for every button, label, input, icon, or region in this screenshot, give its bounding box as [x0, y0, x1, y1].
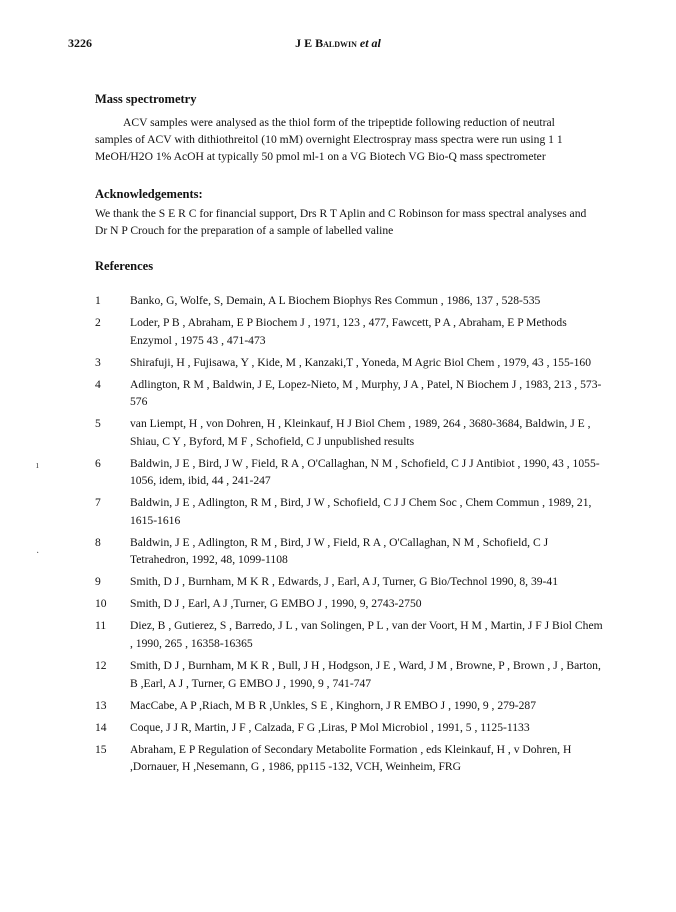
reference-item — [95, 292, 605, 310]
reference-text: Adlington, R M , Baldwin, J E, Lopez-Nieto, M , Murphy, J A , Patel, N Biochem J , 1983, 213 , 573-576 — [130, 377, 602, 409]
reference-text: Banko, G, Wolfe, S, Demain, A L Biochem Biophys Res Commun , 1986, 137 , 528-535 — [130, 294, 541, 307]
running-head — [0, 36, 676, 51]
reference-number: 4 — [95, 377, 101, 391]
reference-number: 9 — [95, 575, 101, 589]
reference-text: MacCabe, A P ,Riach, M B R ,Unkles, S E , Kinghorn, J R EMBO J , 1990, 9 , 279-287 — [130, 698, 536, 712]
reference-item — [95, 534, 605, 569]
reference-item — [95, 741, 605, 776]
reference-text: Baldwin, J E , Bird, J W , Field, R A , O'Callaghan, N M , Schofield, C J J Antibiot , 1990, 43 , 1055-1056, idem, ibid, 44 , 241-247 — [130, 456, 600, 488]
reference-number: 7 — [95, 496, 101, 510]
ack-body: We thank the S E R C for financial support, Drs R T Aplin and C Robinson for mass spectral analyses and Dr N P Crouch for the preparation of a sample of labelled valine — [95, 207, 587, 237]
margin-mark: ı — [36, 460, 39, 471]
reference-text: Abraham, E P Regulation of Secondary Metabolite Formation , eds Kleinkauf, H , v Dohren, H ,Dornauer, H ,Nesemann, G , 1986, pp115 -132, VCH, Weinheim, FRG — [130, 742, 572, 774]
reference-item — [95, 455, 605, 490]
reference-text: Smith, D J , Earl, A J ,Turner, G EMBO J , 1990, 9, 2743-2750 — [130, 597, 422, 611]
reference-number: 6 — [95, 456, 101, 470]
reference-text: Smith, D J , Burnham, M K R , Edwards, J , Earl, A J, Turner, G Bio/Technol 1990, 8, 39-41 — [130, 575, 559, 589]
reference-item — [95, 415, 605, 450]
reference-text: Coque, J J R, Martin, J F , Calzada, F G ,Liras, P Mol Microbiol , 1991, 5 , 1125-1133 — [130, 720, 530, 734]
reference-number: 5 — [95, 417, 101, 431]
reference-item — [95, 697, 605, 715]
reference-list — [95, 292, 605, 780]
reference-number: 1 — [95, 294, 101, 307]
reference-number: 15 — [95, 742, 107, 756]
reference-number: 13 — [95, 698, 107, 712]
reference-number: 10 — [95, 597, 107, 611]
references-heading: References — [95, 259, 154, 273]
reference-item — [95, 719, 605, 737]
reference-text: Smith, D J , Burnham, M K R , Bull, J H , Hodgson, J E , Ward, J M , Browne, P , Brown , J , Barton, B ,Earl, A J , Turner, G EMBO J , 1990, 9 , 741-747 — [130, 658, 601, 690]
margin-mark: · — [36, 548, 40, 559]
reference-item — [95, 376, 605, 411]
reference-number: 12 — [95, 658, 107, 672]
reference-number: 2 — [95, 315, 101, 329]
reference-item — [95, 354, 605, 372]
reference-text: Diez, B , Gutierez, S , Barredo, J L , van Solingen, P L , van der Voort, H M , Martin, J F J Biol Chem , 1990, 265 , 16358-16365 — [130, 619, 603, 650]
reference-number: 3 — [95, 355, 101, 369]
reference-text: Baldwin, J E , Adlington, R M , Bird, J W , Field, R A , O'Callaghan, N M , Schofield, C J Tetrahedron, 1992, 48, 1099-1108 — [130, 535, 549, 567]
reference-text: van Liempt, H , von Dohren, H , Kleinkauf, H J Biol Chem , 1989, 264 , 3680-3684, Baldwin, J E , Shiau, C Y , Byford, M F , Schofield, C J unpublished results — [130, 417, 591, 448]
reference-item — [95, 573, 605, 591]
page-number: 3226 — [68, 36, 92, 50]
reference-text: Baldwin, J E , Adlington, R M , Bird, J W , Schofield, C J J Chem Soc , Chem Commun , 1989, 21, 1615-1616 — [130, 496, 592, 527]
reference-number: 11 — [95, 619, 107, 633]
running-head-etal: et al — [359, 36, 381, 50]
reference-item — [95, 617, 605, 652]
reference-item — [95, 657, 605, 692]
running-head-authors: J E Baldwin — [295, 36, 357, 50]
reference-item — [95, 595, 605, 613]
mass-spec-body: ACV samples were analysed as the thiol form of the tripeptide following reduction of neutral samples of ACV with dithiothreitol (10 mM) overnight Electrospray mass spectra were run using 1 1 MeOH/H2O 1% AcOH at typically 50 pmol ml-1 on a VG Biotech VG Bio-Q mass spectrometer — [95, 116, 563, 163]
reference-text: Loder, P B , Abraham, E P Biochem J , 1971, 123 , 477, Fawcett, P A , Abraham, E P Methods Enzymol , 1975 43 , 471-473 — [130, 315, 567, 347]
mass-spec-heading: Mass spectrometry — [95, 92, 197, 106]
reference-number: 14 — [95, 720, 107, 734]
reference-item — [95, 494, 605, 529]
reference-text: Shirafuji, H , Fujisawa, Y , Kide, M , Kanzaki,T , Yoneda, M Agric Biol Chem , 1979, 43 , 155-160 — [130, 355, 592, 369]
reference-item — [95, 314, 605, 349]
ack-heading: Acknowledgements: — [95, 187, 203, 201]
reference-number: 8 — [95, 535, 101, 549]
